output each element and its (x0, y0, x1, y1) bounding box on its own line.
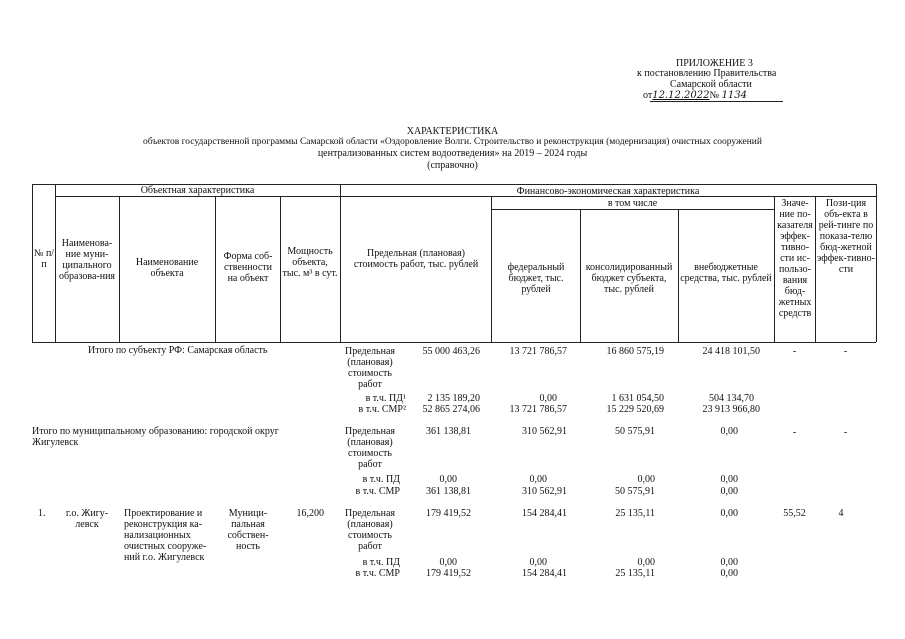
position-value: - (843, 346, 848, 357)
grid-line (280, 196, 281, 342)
consolidated-value: 25 135,11 (615, 508, 655, 519)
item-ownership-line: Муници- (228, 508, 268, 519)
municipal-total-label-line2: Жигулевск (32, 437, 79, 448)
consolidated-value: 50 575,91 (615, 426, 655, 437)
cost-label (340, 508, 400, 552)
pd-consolidated: 1 631 054,50 (611, 393, 664, 404)
smr-extra: 0,00 (720, 486, 738, 497)
indicator-value: - (792, 346, 797, 357)
cost-value: 361 138,81 (426, 426, 471, 437)
smr-federal: 310 562,91 (522, 486, 567, 497)
cost-label-line: (плановая) (347, 357, 393, 368)
item-ownership (216, 508, 280, 552)
cost-label-line: стоимость (348, 368, 392, 379)
smr-label: в т.ч. СМР (355, 486, 400, 497)
pd-federal: 0,00 (529, 557, 547, 568)
pd-cost: 0,00 (439, 474, 457, 485)
federal-value: 154 284,41 (522, 508, 567, 519)
cost-label-line: Предельная (345, 426, 395, 437)
extra-value: 24 418 101,50 (702, 346, 760, 357)
cost-value: 179 419,52 (426, 508, 471, 519)
smr-federal: 13 721 786,57 (509, 404, 567, 415)
smr-extra: 0,00 (720, 568, 738, 579)
grid-line (215, 196, 216, 342)
cost-label-line: работ (358, 541, 382, 552)
smr-label: в т.ч. СМР² (358, 404, 406, 415)
col-position-header: Пози-ция объ-екта в рей-тинге по показа-телю бюд-жетной эффек-тивно-сти (817, 198, 875, 275)
pd-label: в т.ч. ПД (362, 474, 400, 485)
pd-extra: 504 134,70 (709, 393, 754, 404)
group-finance-header: Финансово-экономическая характеристика (516, 186, 700, 197)
pd-extra: 0,00 (720, 557, 738, 568)
cost-label-line: Предельная (345, 346, 395, 357)
grid-line (876, 184, 877, 342)
extra-value: 0,00 (720, 508, 738, 519)
item-municipality-line: г.о. Жигу- (65, 508, 109, 519)
smr-consolidated: 25 135,11 (615, 568, 655, 579)
pd-extra: 0,00 (720, 474, 738, 485)
item-object-line: очистных сооруже- (124, 541, 207, 552)
col-capacity-header: Мощность объекта, тыс. м³ в сут. (282, 246, 338, 279)
item-ownership-line: ность (236, 541, 260, 552)
smr-label: в т.ч. СМР (355, 568, 400, 579)
region-total-label: Итого по субъекту РФ: Самарская область (88, 345, 268, 356)
position-value: 4 (838, 508, 844, 519)
group-object-header: Объектная характеристика (140, 185, 255, 196)
cost-label-line: (плановая) (347, 519, 393, 530)
item-ownership-line: собствен- (227, 530, 269, 541)
item-ownership-line: пальная (231, 519, 265, 530)
appendix-title: ПРИЛОЖЕНИЕ 3 (676, 58, 753, 69)
item-object-line: нализационных (124, 530, 191, 541)
col-extrabudget-header: внебюджетные средства, тыс. рублей (680, 262, 772, 284)
item-object-line: ний г.о. Жигулевск (124, 552, 205, 563)
col-ownership-header: Форма соб-ственности на объект (223, 251, 273, 284)
cost-label-line: (плановая) (347, 437, 393, 448)
col-indicator-header: Значе-ние по-казателя эффек-тивно-сти ис-пользо-вания бюд-жетных средств (777, 198, 813, 319)
grid-line (580, 209, 581, 342)
cost-label-line: работ (358, 459, 382, 470)
grid-line (32, 342, 876, 343)
col-num-header: № п/п (33, 248, 55, 270)
pd-consolidated: 0,00 (637, 557, 655, 568)
col-cost-header: Предельная (плановая) стоимость работ, тыс. рублей (353, 248, 479, 270)
cost-label-line: работ (358, 379, 382, 390)
handwritten-number: 1134 (721, 90, 748, 101)
cost-value: 55 000 463,26 (422, 346, 480, 357)
heading-title: ХАРАКТЕРИСТИКА (406, 126, 499, 137)
indicator-value: 55,52 (783, 508, 806, 519)
item-number: 1. (38, 508, 46, 519)
smr-consolidated: 50 575,91 (615, 486, 655, 497)
indicator-value: - (792, 427, 797, 438)
pd-consolidated: 0,00 (637, 474, 655, 485)
federal-value: 13 721 786,57 (509, 346, 567, 357)
cost-label-line: стоимость (348, 448, 392, 459)
col-municipality-header: Наименова-ние муни-ципального образова-ния (58, 238, 116, 282)
consolidated-value: 16 860 575,19 (606, 346, 664, 357)
col-consolidated-header: консолидированный бюджет субъекта, тыс. рублей (585, 262, 673, 295)
grid-line (55, 184, 56, 342)
cost-label (340, 426, 400, 470)
smr-extra: 23 913 966,80 (702, 404, 760, 415)
number-prefix: № (709, 90, 720, 101)
appendix-line2: Самарской области (670, 79, 752, 90)
grid-line (119, 196, 120, 342)
col-object-header: Наименование объекта (135, 257, 199, 279)
item-municipality-line: левск (75, 519, 99, 530)
item-object-line: Проектирование и (124, 508, 203, 519)
federal-value: 310 562,91 (522, 426, 567, 437)
municipal-total-label-line1: Итого по муниципальному образованию: городской округ (32, 426, 279, 437)
handwritten-date: 12.12.2022 (652, 90, 710, 101)
item-object (124, 508, 206, 563)
smr-cost: 179 419,52 (426, 568, 471, 579)
appendix-line1: к постановлению Правительства (637, 68, 777, 79)
date-prefix: от (643, 90, 653, 101)
item-municipality (56, 508, 118, 530)
cost-label-line: Предельная (345, 508, 395, 519)
appendix-date-line (643, 90, 747, 101)
position-value: - (843, 427, 848, 438)
grid-line (491, 196, 492, 342)
smr-cost: 52 865 274,06 (422, 404, 480, 415)
pd-label: в т.ч. ПД¹ (365, 393, 406, 404)
cost-label-line: стоимость (348, 530, 392, 541)
pd-federal: 0,00 (539, 393, 557, 404)
grid-line (678, 209, 679, 342)
extra-value: 0,00 (720, 426, 738, 437)
item-capacity: 16,200 (296, 508, 324, 519)
smr-cost: 361 138,81 (426, 486, 471, 497)
grid-line (491, 209, 774, 210)
pd-cost: 2 135 189,20 (427, 393, 480, 404)
heading-line1: объектов государственной программы Самарской области «Оздоровление Волги. Строительство и реконструкция (модернизация) очистных сооружений (143, 137, 762, 147)
heading-line2: централизованных систем водоотведения» на 2019 – 2024 годы (317, 148, 588, 159)
col-federal-header: федеральный бюджет, тыс. рублей (507, 262, 565, 295)
smr-federal: 154 284,41 (522, 568, 567, 579)
date-underline (650, 101, 783, 102)
grid-line (340, 184, 341, 342)
smr-consolidated: 15 229 520,69 (606, 404, 664, 415)
heading-line3: (справочно) (427, 160, 478, 171)
cost-label (340, 346, 400, 390)
pd-label: в т.ч. ПД (362, 557, 400, 568)
pd-cost: 0,00 (439, 557, 457, 568)
pd-federal: 0,00 (529, 474, 547, 485)
item-object-line: реконструкция ка- (124, 519, 203, 530)
including-header: в том числе (607, 198, 658, 209)
